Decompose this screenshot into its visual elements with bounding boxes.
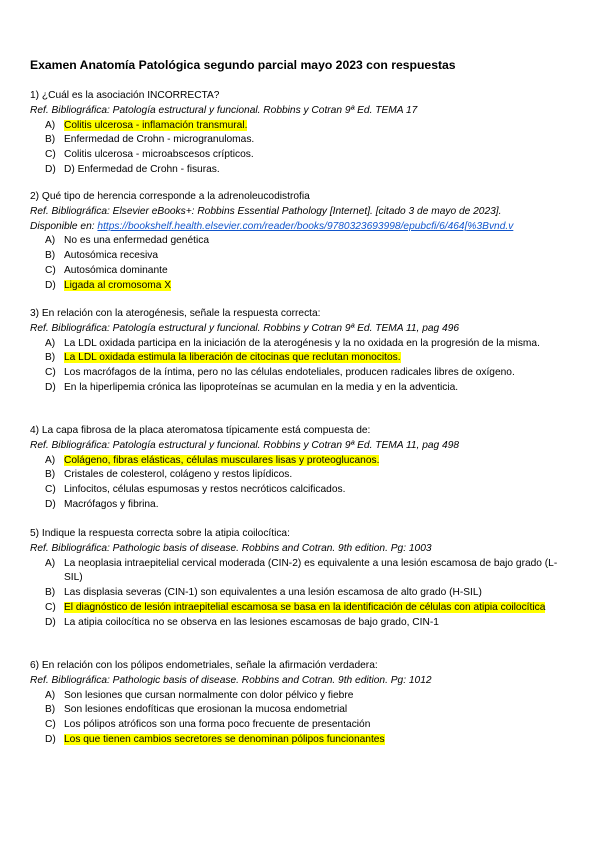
question-2 [30, 190, 575, 294]
option-letter: B) [45, 352, 56, 364]
option-letter: D) [45, 498, 56, 510]
option-text: Son lesiones que cursan normalmente con dolor pélvico y fiebre [64, 689, 354, 701]
option-a [30, 337, 575, 352]
option-b [30, 133, 575, 148]
option-letter: D) [45, 279, 56, 291]
option-text: La atipia coilocítica no se observa en las lesiones escamosas de bajo grado, CIN-1 [64, 616, 439, 628]
option-letter: D) [45, 616, 56, 628]
option-b [30, 703, 575, 718]
question-3 [30, 307, 575, 396]
option-d [30, 381, 575, 396]
option-text-correct: Colitis ulcerosa - inflamación transmural. [64, 119, 248, 131]
option-letter: B) [45, 704, 56, 716]
option-letter: A) [45, 235, 56, 247]
option-d [30, 498, 575, 513]
reference-link[interactable]: https://bookshelf.health.elsevier.com/reader/books/9780323693998/epubcfi/6/464[%3Bvnd.v [97, 220, 514, 232]
option-b [30, 586, 575, 601]
option-a [30, 557, 575, 587]
question-1 [30, 89, 575, 178]
option-d [30, 279, 575, 294]
question-text: 2) Qué tipo de herencia corresponde a la adrenoleucodistrofia [30, 191, 310, 202]
option-text: Los pólipos atróficos son una forma poco frecuente de presentación [64, 719, 371, 731]
option-b [30, 351, 575, 366]
option-text: Linfocitos, células espumosas y restos necróticos calcificados. [64, 484, 346, 496]
option-letter: B) [45, 587, 56, 599]
question-text: 4) La capa fibrosa de la placa ateromatosa típicamente está compuesta de: [30, 425, 371, 436]
question-text: 3) En relación con la aterogénesis, señale la respuesta correcta: [30, 308, 321, 319]
option-letter: B) [45, 250, 56, 262]
option-c [30, 601, 575, 616]
option-text-correct: La LDL oxidada estimula la liberación de citocinas que reclutan monocitos. [64, 352, 401, 364]
option-text: D) Enfermedad de Crohn - fisuras. [64, 163, 220, 175]
question-text: 6) En relación con los pólipos endometriales, señale la afirmación verdadera: [30, 660, 378, 671]
options-list [30, 454, 575, 513]
options-list [30, 689, 575, 748]
option-d [30, 163, 575, 178]
option-text: Los macrófagos de la íntima, pero no las células endoteliales, producen radicales libres de oxígeno. [64, 367, 515, 379]
option-text-correct: Colágeno, fibras elásticas, células musculares lisas y proteoglucanos. [64, 454, 380, 466]
question-4 [30, 424, 575, 513]
option-a [30, 454, 575, 469]
option-text: Macrófagos y fibrina. [64, 498, 159, 510]
option-text: No es una enfermedad genética [64, 235, 209, 247]
option-c [30, 483, 575, 498]
option-b [30, 249, 575, 264]
document-title: Examen Anatomía Patológica segundo parcial mayo 2023 con respuestas [30, 58, 456, 72]
option-text: En la hiperlipemia crónica las lipoproteínas se acumulan en la media y en la adventicia. [64, 381, 459, 393]
question-text: 5) Indique la respuesta correcta sobre la atipia coilocítica: [30, 528, 290, 539]
option-text: Enfermedad de Crohn - microgranulomas. [64, 134, 255, 146]
option-letter: B) [45, 469, 56, 481]
option-c [30, 366, 575, 381]
option-letter: A) [45, 119, 56, 131]
option-letter: A) [45, 454, 56, 466]
option-letter: C) [45, 367, 56, 379]
option-text: Cristales de colesterol, colágeno y restos lipídicos. [64, 469, 293, 481]
question-text: 1) ¿Cuál es la asociación INCORRECTA? [30, 90, 220, 101]
option-letter: C) [45, 149, 56, 161]
options-list [30, 337, 575, 396]
option-text: La LDL oxidada participa en la iniciación de la aterogénesis y la no oxidada en la progresión de la misma. [64, 337, 540, 349]
option-a [30, 119, 575, 134]
option-text: La neoplasia intraepitelial cervical moderada (CIN-2) es equivalente a una lesión escamosa de bajo grado (L-SIL) [64, 557, 558, 584]
option-d [30, 616, 575, 631]
option-d [30, 733, 575, 748]
options-list [30, 234, 575, 293]
question-reference: Ref. Bibliográfica: Elsevier eBooks+: Robbins Essential Pathology [Internet]. [citado 3 de mayo de 2023]. [30, 205, 502, 217]
option-letter: B) [45, 134, 56, 146]
question-reference: Ref. Bibliográfica: Patología estructural y funcional. Robbins y Cotran 9ª Ed. TEMA 17 [30, 104, 418, 116]
option-letter: D) [45, 733, 56, 745]
option-letter: C) [45, 264, 56, 276]
option-letter: C) [45, 601, 56, 613]
question-6 [30, 659, 575, 748]
option-text: Autosómica recesiva [64, 250, 158, 262]
option-letter: A) [45, 557, 56, 569]
option-a [30, 234, 575, 249]
option-letter: A) [45, 337, 56, 349]
option-a [30, 689, 575, 704]
option-letter: D) [45, 381, 56, 393]
options-list [30, 557, 575, 631]
option-c [30, 718, 575, 733]
option-text-correct: Ligada al cromosoma X [64, 279, 172, 291]
option-letter: A) [45, 689, 56, 701]
question-reference: Ref. Bibliográfica: Pathologic basis of disease. Robbins and Cotran. 9th edition. Pg: 1003 [30, 542, 432, 554]
question-reference-source [30, 220, 575, 235]
option-c [30, 264, 575, 279]
option-text: Son lesiones endofíticas que erosionan la mucosa endometrial [64, 704, 348, 716]
question-reference: Ref. Bibliográfica: Patología estructural y funcional. Robbins y Cotran 9ª Ed. TEMA 11, pag 498 [30, 439, 460, 451]
option-text-correct: Los que tienen cambios secretores se denominan pólipos funcionantes [64, 733, 385, 745]
option-letter: D) [45, 163, 56, 175]
question-reference: Ref. Bibliográfica: Patología estructural y funcional. Robbins y Cotran 9ª Ed. TEMA 11, pag 496 [30, 322, 460, 334]
option-letter: C) [45, 719, 56, 731]
option-c [30, 148, 575, 163]
question-reference: Ref. Bibliográfica: Pathologic basis of disease. Robbins and Cotran. 9th edition. Pg: 1012 [30, 674, 432, 686]
option-text: Autosómica dominante [64, 264, 168, 276]
option-text: Las displasia severas (CIN-1) son equivalentes a una lesión escamosa de alto grado (H-SIL) [64, 587, 482, 599]
option-text-correct: El diagnóstico de lesión intraepitelial escamosa se basa en la identificación de células con atipia coilocítica [64, 601, 546, 613]
reference-prefix: Disponible en: [30, 220, 98, 232]
option-b [30, 468, 575, 483]
option-text: Colitis ulcerosa - microabscesos crípticos. [64, 149, 254, 161]
question-5 [30, 527, 575, 631]
options-list [30, 119, 575, 178]
option-letter: C) [45, 484, 56, 496]
